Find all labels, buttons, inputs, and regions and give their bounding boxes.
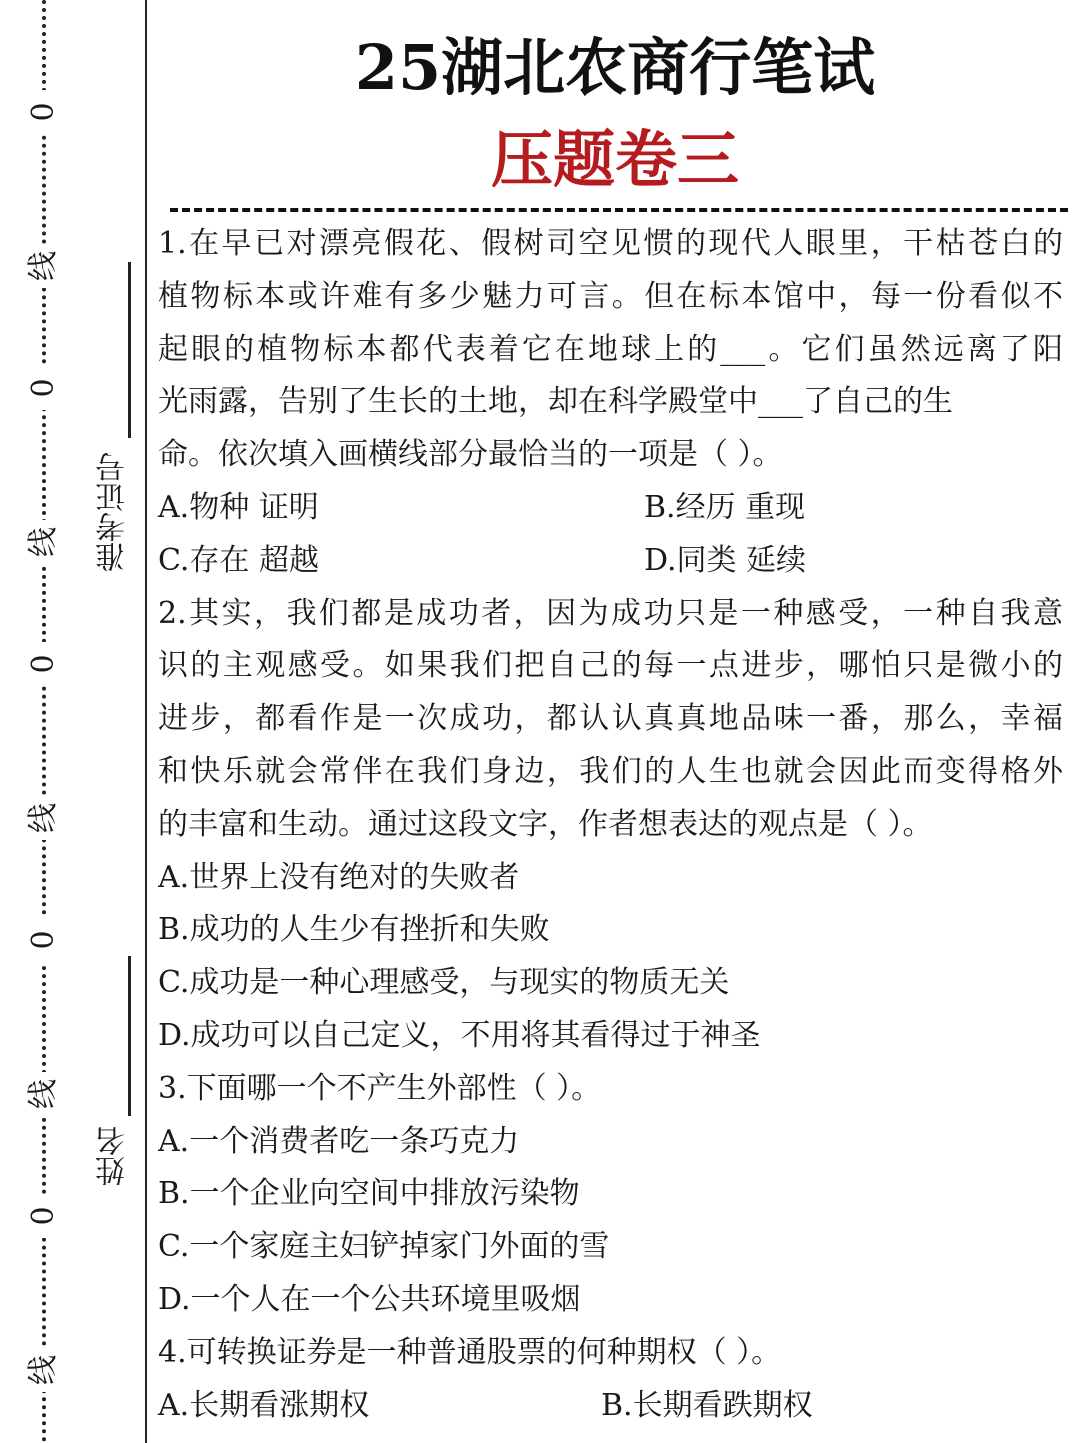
question-text-line: 植物标本或许难有多少魅力可言。但在标本馆中，每一份看似不 <box>158 278 1063 314</box>
option-a[interactable]: A.长期看涨期权 <box>158 1387 370 1423</box>
binding-mark: 线 <box>24 520 64 564</box>
binding-mark: 0 <box>24 1194 64 1238</box>
question-3 <box>158 1063 1063 1327</box>
binding-solid-line <box>145 0 147 1443</box>
option-a[interactable]: A.物种 证明 <box>158 489 319 525</box>
question-2 <box>158 588 1063 1063</box>
option-c[interactable]: C.存在 超越 <box>158 542 319 578</box>
question-text-line: 光雨露，告别了生长的土地，却在科学殿堂中___了自己的生 <box>158 384 953 420</box>
option-row <box>158 1380 1063 1433</box>
name-label: 姓名 <box>96 1126 131 1186</box>
option-row <box>158 535 1063 588</box>
question-text-line: 识的主观感受。如果我们把自己的每一点进步，哪怕只是微小的 <box>158 648 1063 684</box>
option-a[interactable]: A.一个消费者吃一条巧克力 <box>158 1123 520 1159</box>
option-row <box>158 482 1063 535</box>
option-b[interactable]: B.经历 重现 <box>644 489 806 525</box>
binding-mark: 线 <box>24 244 64 288</box>
option-b[interactable]: B.长期看跌期权 <box>601 1387 813 1423</box>
binding-mark: 0 <box>24 366 64 410</box>
option-b[interactable]: B.成功的人生少有挫折和失败 <box>158 912 550 948</box>
question-text-line: 和快乐就会常伴在我们身边，我们的人生也就会因此而变得格外 <box>158 753 1063 789</box>
exam-id-field[interactable] <box>88 262 148 572</box>
name-underline <box>128 956 131 1116</box>
option-c[interactable]: C.一个家庭主妇铲掉家门外面的雪 <box>158 1229 610 1265</box>
option-d[interactable]: D.成功可以自己定义，不用将其看得过于神圣 <box>158 1017 761 1053</box>
binding-mark: 线 <box>24 1348 64 1392</box>
binding-mark: 线 <box>24 796 64 840</box>
binding-mark: 线 <box>24 1072 64 1116</box>
question-text-line: 1.在早已对漂亮假花、假树司空见惯的现代人眼里，干枯苍白的 <box>158 226 1063 261</box>
option-b[interactable]: B.一个企业向空间中排放污染物 <box>158 1176 580 1212</box>
question-list <box>158 218 1063 1432</box>
exam-id-underline <box>128 262 131 438</box>
question-text-line: 的丰富和生动。通过这段文字，作者想表达的观点是（ ）。 <box>158 806 933 842</box>
option-a[interactable]: A.世界上没有绝对的失败者 <box>158 859 520 895</box>
binding-mark: 0 <box>24 90 64 134</box>
question-1 <box>158 218 1063 588</box>
dashed-divider <box>170 208 1068 212</box>
option-c[interactable]: C.成功是一种心理感受，与现实的物质无关 <box>158 965 730 1001</box>
option-d[interactable]: D.一个人在一个公共环境里吸烟 <box>158 1281 581 1317</box>
question-text-line: 2.其实，我们都是成功者，因为成功只是一种感受，一种自我意 <box>158 595 1063 631</box>
question-text-line: 起眼的植物标本都代表着它在地球上的___。它们虽然远离了阳 <box>158 331 1063 367</box>
page-title: 25湖北农商行笔试 <box>354 31 876 104</box>
question-text-line: 4.可转换证券是一种普通股票的何种期权（ ）。 <box>158 1334 782 1370</box>
option-d[interactable]: D.同类 延续 <box>644 542 807 578</box>
page-subtitle: 压题卷三 <box>490 123 739 196</box>
question-text-line: 3.下面哪一个不产生外部性（ ）。 <box>158 1070 602 1106</box>
question-text-line: 命。依次填入画横线部分最恰当的一项是（ ）。 <box>158 437 783 473</box>
question-text-line: 进步，都看作是一次成功，都认认真真地品味一番，那么，幸福 <box>158 701 1063 737</box>
name-field[interactable] <box>88 956 148 1186</box>
binding-mark: 0 <box>24 918 64 962</box>
binding-mark: 0 <box>24 642 64 686</box>
exam-id-label: 准考证号 <box>96 452 131 572</box>
question-4 <box>158 1327 1063 1433</box>
